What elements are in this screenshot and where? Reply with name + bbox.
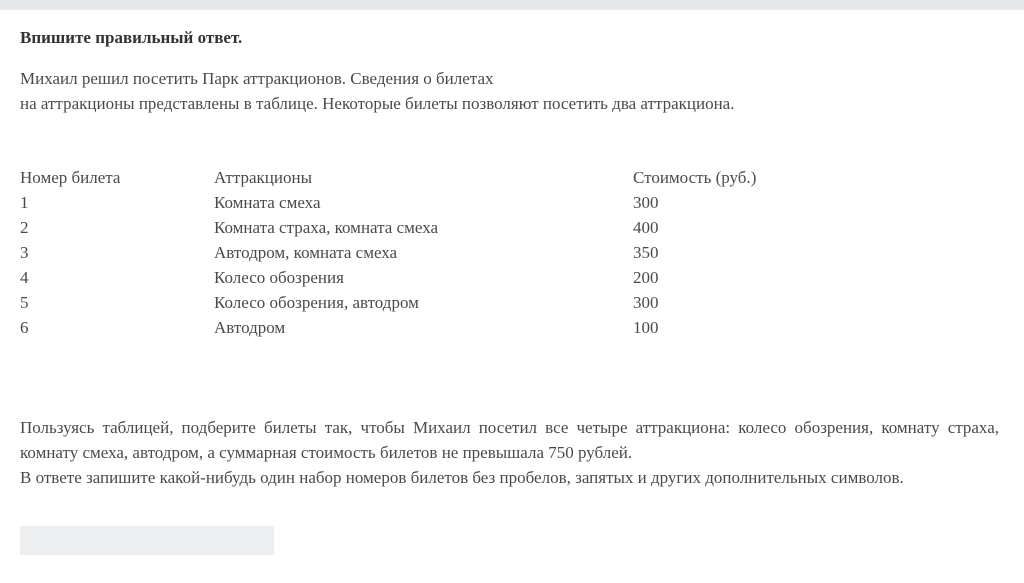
ticket-attractions: Автодром — [214, 318, 286, 337]
ticket-cost: 350 — [633, 243, 659, 262]
ticket-attractions: Комната смеха — [214, 193, 321, 212]
table-row — [20, 215, 833, 240]
ticket-attractions: Колесо обозрения, автодром — [214, 293, 419, 312]
table-row — [20, 265, 833, 290]
question-instruction: Впишите правильный ответ. — [20, 28, 243, 47]
ticket-attractions: Автодром, комната смеха — [214, 243, 398, 262]
table-header-row — [20, 165, 833, 190]
intro-line-1: Михаил решил посетить Парк аттракционов. Сведения о билетах — [20, 69, 494, 88]
header-attractions: Аттракционы — [214, 168, 313, 187]
answer-input[interactable] — [20, 526, 274, 555]
tickets-table — [20, 165, 833, 340]
top-bar — [0, 0, 1024, 10]
ticket-cost: 300 — [633, 193, 659, 212]
ticket-attractions: Комната страха, комната смеха — [214, 218, 439, 237]
header-ticket-number: Номер билета — [20, 168, 121, 187]
ticket-cost: 300 — [633, 293, 659, 312]
table-row — [20, 240, 833, 265]
ticket-number: 3 — [20, 243, 29, 262]
ticket-cost: 100 — [633, 318, 659, 337]
task-description — [20, 415, 999, 490]
ticket-number: 5 — [20, 293, 29, 312]
ticket-number: 4 — [20, 268, 29, 287]
intro-line-2: на аттракционы представлены в таблице. Некоторые билеты позволяют посетить два аттракциона. — [20, 94, 735, 113]
header-cost: Стоимость (руб.) — [633, 168, 757, 187]
task-paragraph-2: В ответе запишите какой-нибудь один набор номеров билетов без пробелов, запятых и других дополнительных символов. — [20, 468, 904, 487]
ticket-cost: 200 — [633, 268, 659, 287]
ticket-number: 6 — [20, 318, 29, 337]
problem-intro — [20, 66, 1000, 116]
table-row — [20, 290, 833, 315]
ticket-attractions: Колесо обозрения — [214, 268, 344, 287]
table-row — [20, 190, 833, 215]
ticket-number: 2 — [20, 218, 29, 237]
ticket-cost: 400 — [633, 218, 659, 237]
ticket-number: 1 — [20, 193, 29, 212]
table-row — [20, 315, 833, 340]
task-paragraph-1: Пользуясь таблицей, подберите билеты так, чтобы Михаил посетил все четыре аттракциона: колесо обозрения, комнату страха, комнату смеха, автодром, а суммарная стоимость билетов не превышала 750 рублей. — [20, 418, 999, 462]
